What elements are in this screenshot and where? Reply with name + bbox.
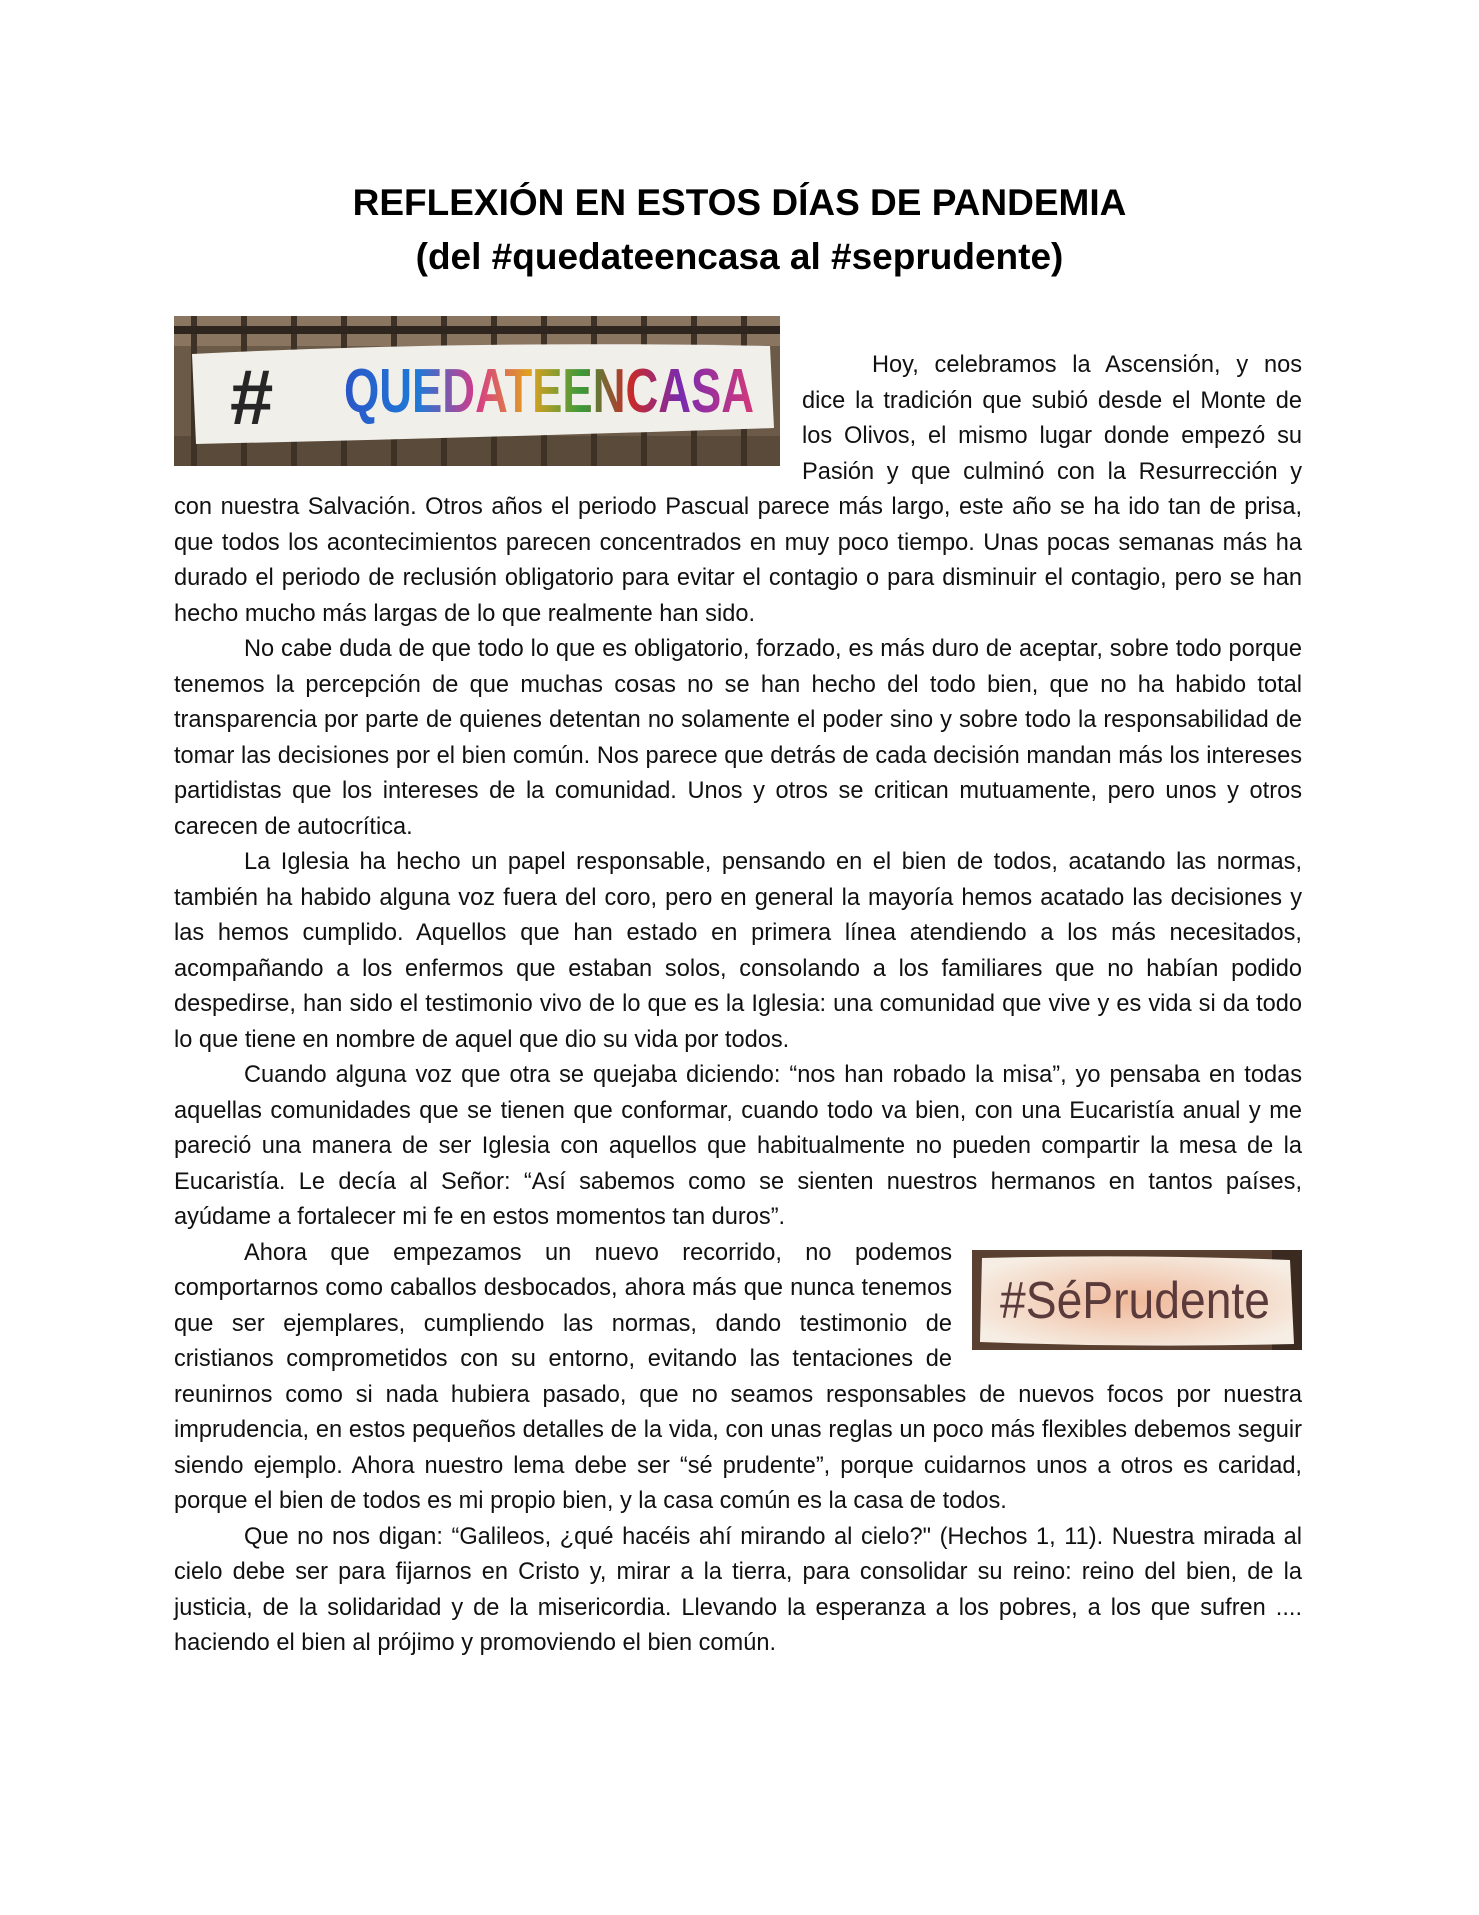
seprudente-banner-photo (972, 1250, 1302, 1350)
quedateencasa-banner-photo (174, 316, 780, 466)
document-title-line1: REFLEXIÓN EN ESTOS DÍAS DE PANDEMIA (352, 182, 1127, 223)
quedateencasa-banner-image (174, 316, 780, 466)
seprudente-banner-image (972, 1250, 1302, 1350)
paragraph-2: No cabe duda de que todo lo que es obligatorio, forzado, es más duro de aceptar, sobre todo porque tenemos la percepción de que muchas cosas no se han hecho del todo bien, que no ha habido total transparencia por parte de quienes detentan no solamente el poder sino y sobre todo la responsabilidad de tomar las decisiones por el bien común. Nos parece que detrás de cada decisión mandan más los intereses partidistas que los intereses de la comunidad. Unos y otros se critican mutuamente, pero unos y otros carecen de autocrítica. (174, 636, 1302, 840)
paragraph-3: La Iglesia ha hecho un papel responsable, pensando en el bien de todos, acatando las normas, también ha habido alguna voz fuera del coro, pero en general la mayoría hemos acatado las decisiones y las hemos cumplido. Aquellos que han estado en primera línea atendiendo a los más necesitados, acompañando a los enfermos que estaban solos, consolando a los familiares que no habían podido despedirse, han sido el testimonio vivo de lo que es la Iglesia: una comunidad que vive y es vida si da todo lo que tiene en nombre de aquel que dio su vida por todos. (174, 849, 1302, 1053)
paragraph-4: Cuando alguna voz que otra se quejaba diciendo: “nos han robado la misa”, yo pensaba en todas aquellas comunidades que se tienen que conformar, cuando todo va bien, con una Eucaristía anual y me pareció una manera de ser Iglesia con aquellos que habitualmente no pueden compartir la mesa de la Eucaristía. Le decía al Señor: “Así sabemos como se sienten nuestros hermanos en tantos países, ayúdame a fortalecer mi fe en estos momentos tan duros”. (174, 1062, 1302, 1230)
svg-text:#: # (230, 353, 274, 441)
document-body (174, 348, 1302, 1662)
paragraph-6: Que no nos digan: “Galileos, ¿qué hacéis ahí mirando al cielo?" (Hechos 1, 11). Nuestra mirada al cielo debe ser para fijarnos en Cristo y, mirar a la tierra, para consolidar su reino: reino del bien, de la justicia, de la solidaridad y de la misericordia. Llevando la esperanza a los pobres, a los que sufren .... haciendo el bien al prójimo y promoviendo el bien común. (174, 1523, 1302, 1656)
paragraph-5: Ahora que empezamos un nuevo recorrido, no podemos comportarnos como caballos desbocados, ahora más que nunca tenemos que ser ejemplares, cumpliendo las normas, dando testimonio de cristianos comprometidos con su entorno, evitando las tentaciones de reunirnos como si nada hubiera pasado, que no seamos responsables de nuevos focos por nuestra imprudencia, en estos pequeños detalles de la vida, con unas reglas un poco más flexibles debemos seguir siendo ejemplo. Ahora nuestro lema debe ser “sé prudente”, porque cuidarnos unos a otros es caridad, porque el bien de todos es mi propio bien, y la casa común es la casa de todos. (174, 1239, 1302, 1514)
svg-text:QUEDATEENCASA: QUEDATEENCASA (344, 357, 754, 426)
svg-text:#SéPrudente: #SéPrudente (1000, 1271, 1270, 1330)
paragraph-1: Hoy, celebramos la Ascensión, y nos dice la tradición que subió desde el Monte de los Olivos, el mismo lugar donde empezó su Pasión y que culminó con la Resurrección y con nuestra Salvación. Otros años el periodo Pascual parece más largo, este año se ha ido tan de prisa, que todos los acontecimientos parecen concentrados en muy poco tiempo. Unas pocas semanas más ha durado el periodo de reclusión obligatorio para evitar el contagio o para disminuir el contagio, pero se han hecho mucho más largas de lo que realmente han sido. (174, 352, 1302, 627)
document-title-line2: (del #quedateencasa al #seprudente) (415, 236, 1064, 277)
